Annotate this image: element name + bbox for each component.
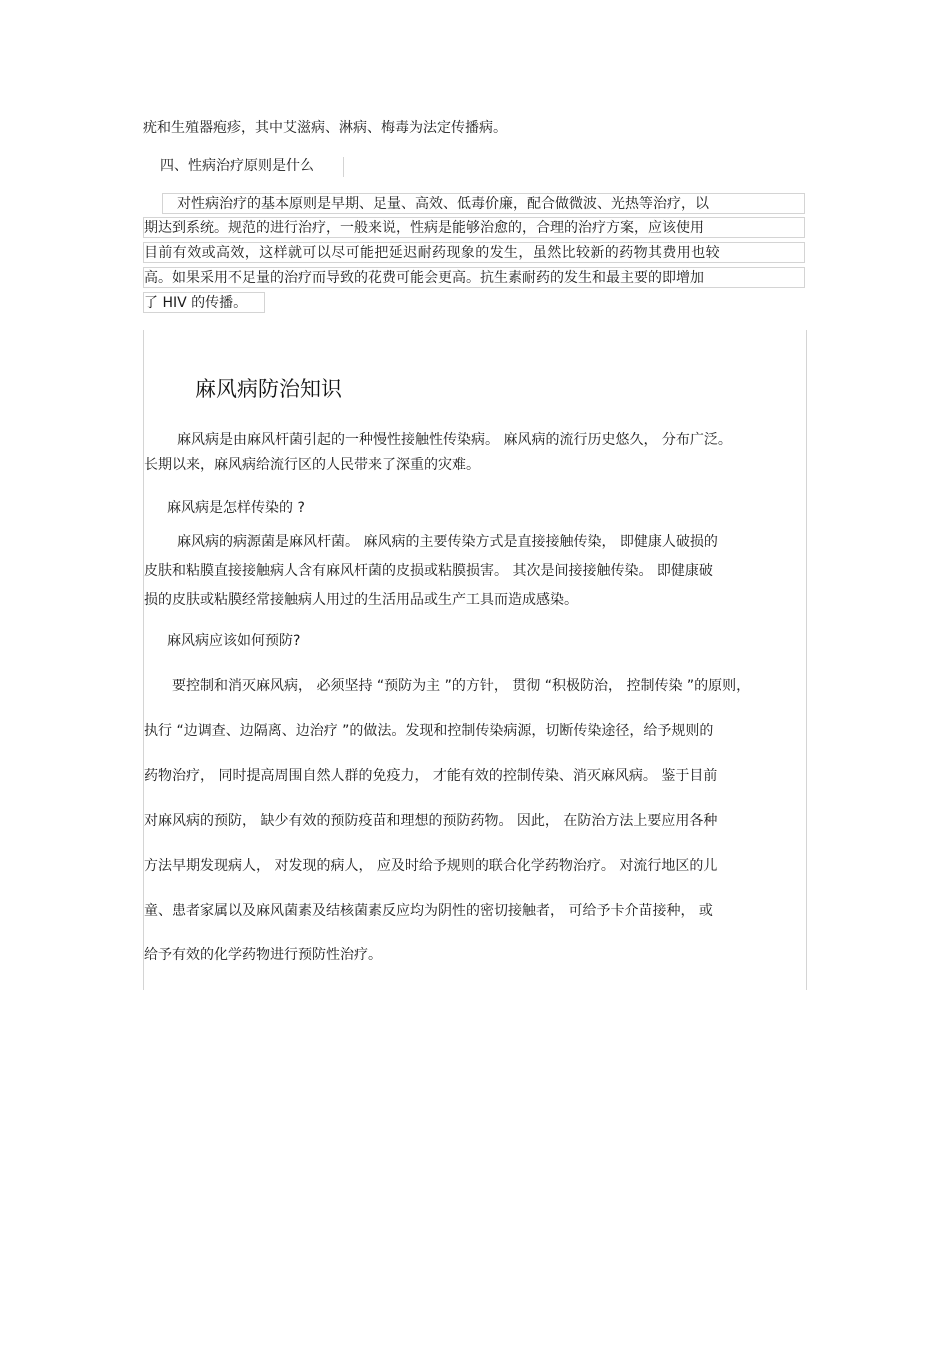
paragraph-line: 药物治疗， 同时提高周围自然人群的免疫力， 才能有效的控制传染、消灭麻风病。 鉴于目前	[144, 768, 718, 784]
paragraph-line: 执行 “边调查、边隔离、边治疗 ”的做法。发现和控制传染病源，切断传染途径，给予规则的	[144, 723, 714, 739]
frame-right-border	[806, 330, 807, 990]
paragraph-line: 方法早期发现病人， 对发现的病人， 应及时给予规则的联合化学药物治疗。 对流行地区的儿	[144, 858, 718, 874]
paragraph-line: 麻风病的病源菌是麻风杆菌。 麻风病的主要传染方式是直接接触传染， 即健康人破损的	[177, 534, 718, 550]
frame-left-border	[143, 330, 144, 990]
paragraph-line: 要控制和消灭麻风病， 必须坚持 “预防为主 ”的方针， 贯彻 “积极防治， 控制传染 ”的原则，	[172, 678, 751, 694]
text-line: 疣和生殖器疱疹，其中艾滋病、淋病、梅毒为法定传播病。	[143, 120, 507, 136]
article-title: 麻风病防治知识	[195, 377, 342, 401]
question-heading: 麻风病是怎样传染的 ?	[167, 500, 305, 516]
paragraph-line: 给予有效的化学药物进行预防性治疗。	[144, 947, 382, 963]
paragraph-line: 高。如果采用不足量的治疗而导致的花费可能会更高。抗生素耐药的发生和最主要的即增加	[144, 270, 704, 286]
divider	[343, 157, 344, 177]
paragraph-line: 损的皮肤或粘膜经常接触病人用过的生活用品或生产工具而造成感染。	[144, 592, 578, 608]
paragraph-line: 麻风病是由麻风杆菌引起的一种慢性接触性传染病。 麻风病的流行历史悠久， 分布广泛。	[177, 432, 732, 448]
paragraph-line: 对麻风病的预防， 缺少有效的预防疫苗和理想的预防药物。 因此， 在防治方法上要应用各种	[144, 813, 718, 829]
paragraph-line: 皮肤和粘膜直接接触病人含有麻风杆菌的皮损或粘膜损害。 其次是间接接触传染。 即健康破	[144, 563, 713, 579]
paragraph-line: 童、患者家属以及麻风菌素及结核菌素反应均为阴性的密切接触者， 可给予卡介苗接种， 或	[144, 903, 713, 919]
paragraph-line: 了 HIV 的传播。	[144, 295, 248, 311]
paragraph-line: 目前有效或高效，这样就可以尽可能把延迟耐药现象的发生，虽然比较新的药物其费用也较	[144, 245, 720, 261]
paragraph-line: 期达到系统。规范的进行治疗，一般来说，性病是能够治愈的，合理的治疗方案，应该使用	[144, 220, 704, 236]
section-heading: 四、性病治疗原则是什么	[160, 158, 314, 174]
paragraph-line: 长期以来，麻风病给流行区的人民带来了深重的灾难。	[144, 457, 480, 473]
question-heading: 麻风病应该如何预防?	[167, 633, 301, 649]
paragraph-line: 对性病治疗的基本原则是早期、足量、高效、低毒价廉，配合做微波、光热等治疗，以	[177, 196, 709, 212]
